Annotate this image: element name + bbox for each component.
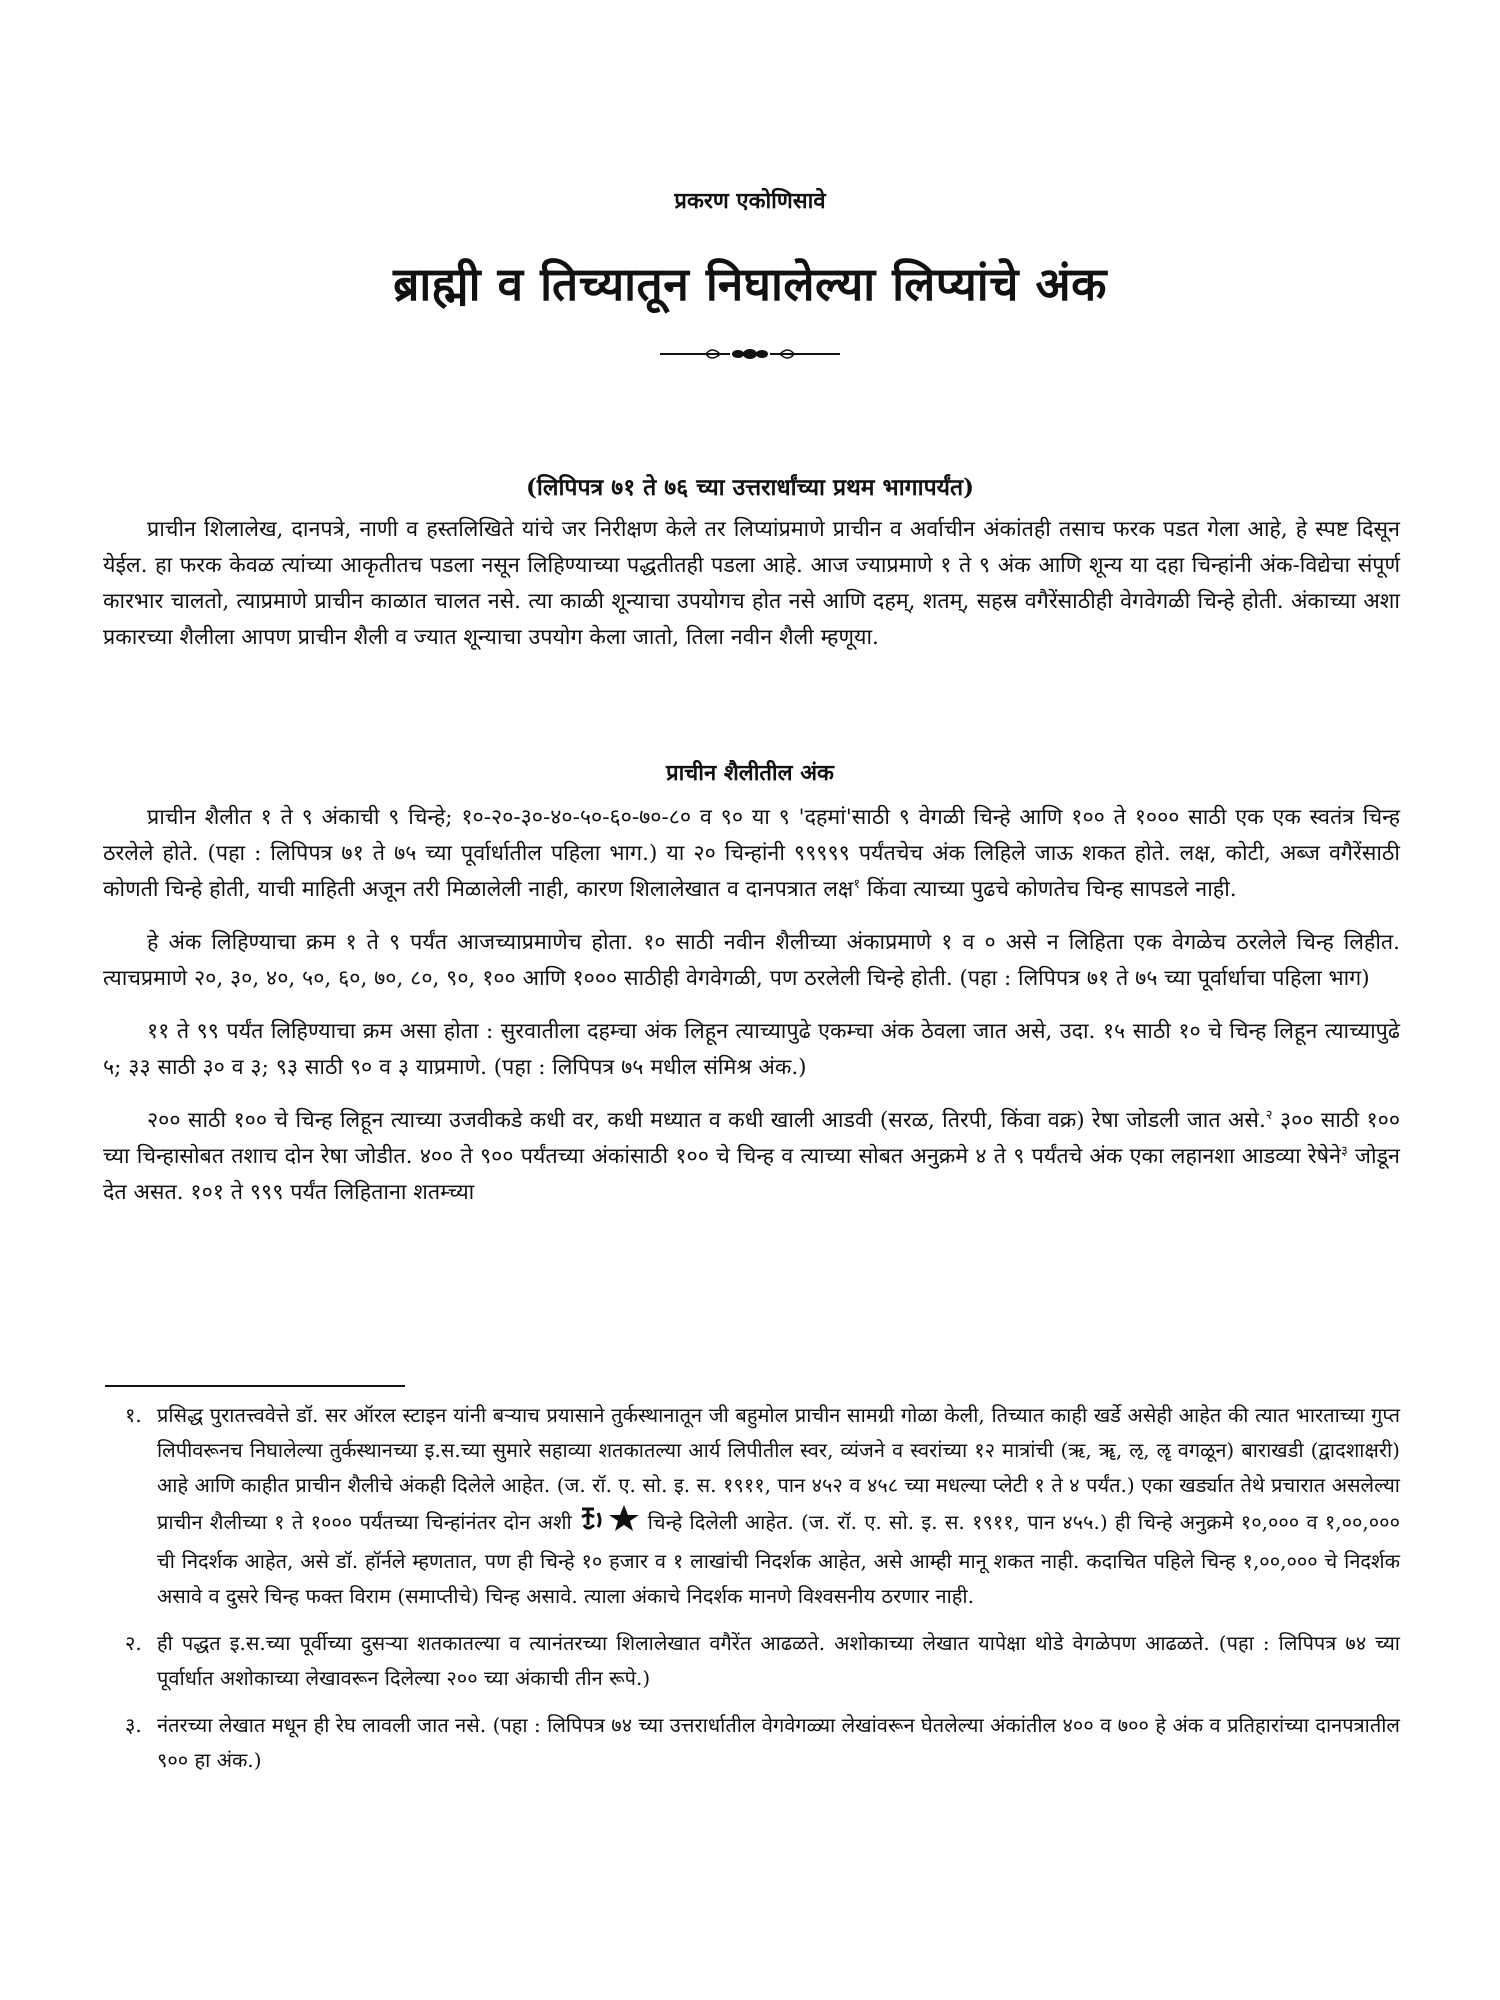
- paragraph-4-text-a: २०० साठी १०० चे चिन्ह लिहून त्याच्या उजवीकडे कधी वर, कधी मध्यात व कधी खाली आडवी (सरळ, तिरपी, किंवा वक्र) रेषा जोडली जात असे.: [147, 1108, 1266, 1133]
- footnote-number: ३.: [125, 1713, 142, 1737]
- paragraph-1-tail: किंवा त्याच्या पुढचे कोणतेच चिन्ह सापडले नाही.: [860, 877, 1237, 902]
- footnote-number: १.: [125, 1403, 142, 1427]
- paragraph-4-text-c: जोडून देत असत. १०१ ते ९९९ पर्यंत लिहिताना शतम्च्या: [103, 1144, 1400, 1205]
- ancient-numeral-icon: [578, 1503, 642, 1533]
- subtitle: (लिपिपत्र ७१ ते ७६ च्या उत्तरार्धांच्या प्रथम भागापर्यंत): [526, 474, 974, 501]
- paragraph-2: हे अंक लिहिण्याचा क्रम १ ते ९ पर्यंत आजच्याप्रमाणेच होता. १० साठी नवीन शैलीच्या अंकाप्रमाणे १ व ० असे न लिहिता एक वेगळेच ठरलेले चिन्ह लिहीत. त्याचप्रमाणे २०, ३०, ४०, ५०, ६०, ७०, ८०, ९०, १०० आणि १००० साठीही वेगवेगळी, पण ठरलेली चिन्हे होती. (पहा : लिपिपत्र ७१ ते ७५ च्या पूर्वार्धाचा पहिला भाग): [103, 930, 1400, 991]
- footnote-text: ही पद्धत इ.स.च्या पूर्वीच्या दुसऱ्या शतकातल्या व त्यानंतरच्या शिलालेखात वगैरेंत आढळते. अशोकाच्या लेखात यापेक्षा थोडे वेगळेपण आढळते. (पहा : लिपिपत्र ७४ च्या पूर्वार्धात अशोकाच्या लेखावरून दिलेल्या २०० च्या अंकाची तीन रूपे.): [157, 1631, 1400, 1690]
- ornament-divider-icon: [660, 344, 840, 364]
- footnote-ref-2: २: [1265, 1107, 1273, 1123]
- footnote-text: नंतरच्या लेखात मधून ही रेघ लावली जात नसे. (पहा : लिपिपत्र ७४ च्या उत्तरार्धातील वेगवेगळ्या लेखांवरून घेतलेल्या अंकांतील ४०० व ७०० हे अंक व प्रतिहारांच्या दानपत्रातील ९०० हा अंक.): [157, 1713, 1400, 1772]
- footnote-1-text-b: चिन्हे दिलेली आहेत. (ज. रॉ. ए. सो. इ. स. १९११, पान ४५५.) ही चिन्हे अनुक्रमे १०,००० व १,००,००० ची निदर्शक आहेत, असे डॉ. हॉर्नले म्हणतात, पण ही चिन्हे १० हजार व १ लाखांची निदर्शक आहेत, असे आम्ही मानू शकत नाही. कदाचित पहिले चिन्ह १,००,००० चे निदर्शक असावे व दुसरे चिन्ह फक्त विराम (समाप्तीचे) चिन्ह असावे. त्याला अंकाचे निदर्शक मानणे विश्वसनीय ठरणार नाही.: [157, 1510, 1400, 1608]
- footnote-text: [157, 1398, 1400, 1614]
- footnote-ref-3: ३: [1341, 1143, 1348, 1159]
- footnote-number: २.: [125, 1631, 142, 1655]
- footnote-divider: [105, 1385, 405, 1387]
- intro-section: [103, 512, 1400, 673]
- footnote-1: [105, 1398, 1400, 1614]
- paragraph-1: [103, 800, 1400, 908]
- paragraph-4: [103, 1103, 1400, 1211]
- star-icon: [609, 1505, 639, 1531]
- footnote-3: [105, 1708, 1400, 1778]
- section-heading: प्राचीन शैलीतील अंक: [666, 760, 834, 786]
- main-section: [103, 800, 1400, 1228]
- chapter-label: प्रकरण एकोणिसावे: [674, 188, 826, 214]
- paragraph-1-text: प्राचीन शैलीत १ ते ९ अंकाची ९ चिन्हे; १०-२०-३०-४०-५०-६०-७०-८० व ९० या ९ 'दहमां'साठी ९ वेगळी चिन्हे आणि १०० ते १००० साठी एक एक स्वतंत्र चिन्ह ठरलेले होते. (पहा : लिपिपत्र ७१ ते ७५ च्या पूर्वार्धातील पहिला भाग.) या २० चिन्हांनी ९९९९९ पर्यंतचेच अंक लिहिले जाऊ शकत होते. लक्ष, कोटी, अब्ज वगैरेंसाठी कोणती चिन्हे होती, याची माहिती अजून तरी मिळालेली नाही, कारण शिलालेखात व दानपत्रात लक्ष: [103, 805, 1400, 902]
- ancient-symbols: [578, 1503, 642, 1544]
- footnote-ref-1: १: [853, 876, 861, 892]
- footnote-1-text-a: प्रसिद्ध पुरातत्त्ववेत्ते डॉ. सर ऑरल स्टाइन यांनी बऱ्याच प्रयासाने तुर्कस्थानातून जी बहुमोल प्राचीन सामग्री गोळा केली, तिच्यात काही खर्डे असेही आहेत की त्यात भारताच्या गुप्त लिपीवरूनच निघालेल्या तुर्कस्थानच्या इ.स.च्या सुमारे सहाव्या शतकातल्या आर्य लिपीतील स्वर, व्यंजने व स्वरांच्या १२ मात्रांची (ऋ, ॠ, ऌ, ॡ वगळून) बाराखडी (द्वादशाक्षरी) आहे आणि काहीत प्राचीन शैलीचे अंकही दिलेले आहेत. (ज. रॉ. ए. सो. इ. स. १९११, पान ४५२ व ४५८ च्या मधल्या प्लेटी १ ते ४ पर्यंत.) एका खर्ड्यात तेथे प्रचारात असलेल्या प्राचीन शैलीच्या १ ते १००० पर्यंतच्या चिन्हांनंतर दोन अशी: [157, 1403, 1400, 1534]
- page-title: ब्राह्मी व तिच्यातून निघालेल्या लिप्यांचे अंक: [393, 257, 1107, 311]
- footnote-2: [105, 1626, 1400, 1696]
- footnotes: [105, 1398, 1400, 1790]
- paragraph-3: ११ ते ९९ पर्यंत लिहिण्याचा क्रम असा होता : सुरवातीला दहम्चा अंक लिहून त्याच्यापुढे एकम्चा अंक ठेवला जात असे, उदा. १५ साठी १० चे चिन्ह लिहून त्याच्यापुढे ५; ३३ साठी ३० व ३; ९३ साठी ९० व ३ याप्रमाणे. (पहा : लिपिपत्र ७५ मधील संमिश्र अंक.): [103, 1019, 1400, 1080]
- paragraph-4-text-b: ३०० साठी १०० च्या चिन्हासोबत तशाच दोन रेषा जोडीत. ४०० ते ९०० पर्यंतच्या अंकांसाठी १०० चे चिन्ह व त्याच्या सोबत अनुक्रमे ४ ते ९ पर्यंतचे अंक एका लहानशा आडव्या रेषेने: [103, 1108, 1400, 1169]
- intro-paragraph: प्राचीन शिलालेख, दानपत्रे, नाणी व हस्तलिखिते यांचे जर निरीक्षण केले तर लिप्यांप्रमाणे प्राचीन व अर्वाचीन अंकांतही तसाच फरक पडत गेला आहे, हे स्पष्ट दिसून येईल. हा फरक केवळ त्यांच्या आकृतीतच पडला नसून लिहिण्याच्या पद्धतीतही पडला आहे. आज ज्याप्रमाणे १ ते ९ अंक आणि शून्य या दहा चिन्हांनी अंक-विद्येचा संपूर्ण कारभार चालतो, त्याप्रमाणे प्राचीन काळात चालत नसे. त्या काळी शून्याचा उपयोगच होत नसे आणि दहम्, शतम्, सहस्र वगैरेंसाठीही वेगवेगळी चिन्हे होती. अंकाच्या अशा प्रकारच्या शैलीला आपण प्राचीन शैली व ज्यात शून्याचा उपयोग केला जातो, तिला नवीन शैली म्हणूया.: [103, 517, 1400, 650]
